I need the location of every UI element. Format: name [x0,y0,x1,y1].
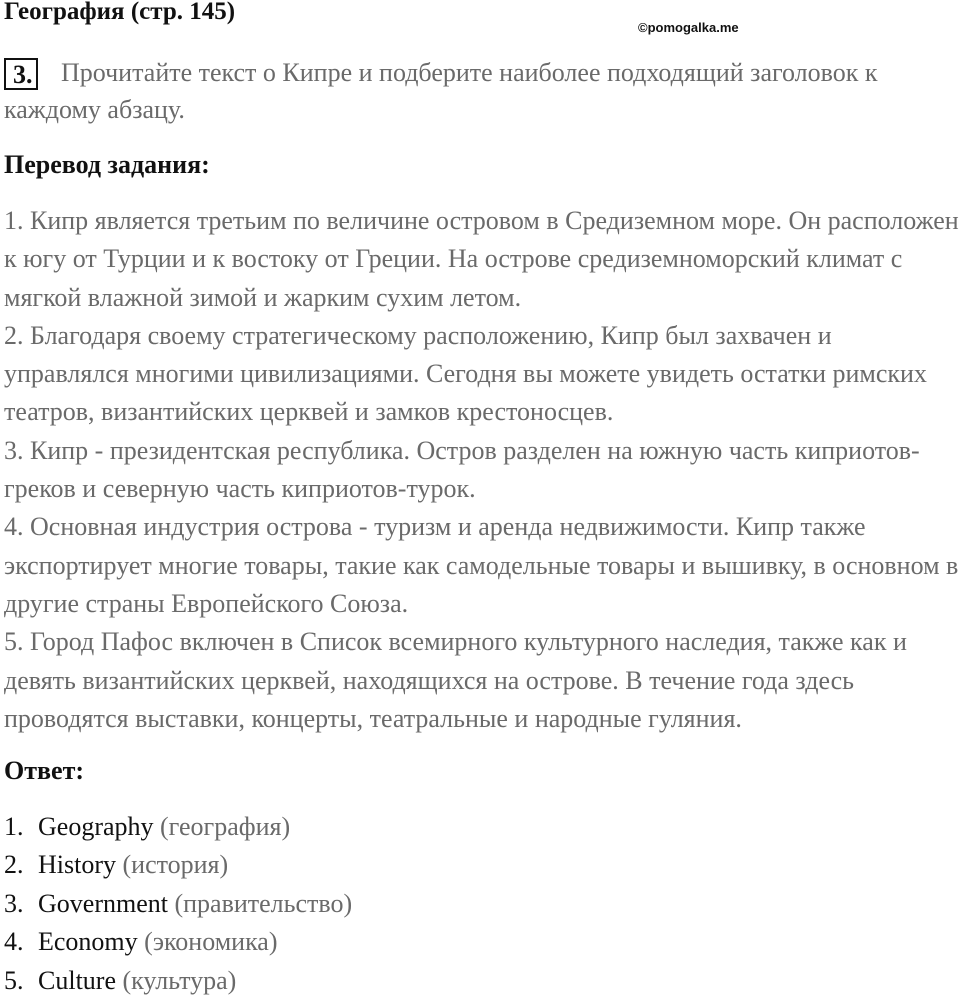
answer-english: History [38,850,116,880]
answer-russian: (правительство) [174,888,353,918]
task-instruction: Прочитайте текст о Кипре и подберите наиболее подходящий заголовок к каждому абзацу. [4,58,878,124]
answer-english: Government [38,888,168,918]
task-number-box: 3. [4,58,38,90]
answer-english: Culture [38,965,116,995]
answer-russian: (экономика) [144,927,278,957]
answer-english: Geography [38,812,154,841]
answer-russian: (культура) [122,965,237,995]
translation-paragraph-2: 2. Благодаря своему стратегическому расположению, Кипр был захвачен и управлялся многими цивилизациями. Сегодня вы можете увидеть остатки римских театров, византийских церквей и замков крестоносцев. [4,320,927,427]
answer-number: 1. [4,812,24,841]
watermark: ©pomogalka.me [638,20,739,35]
answer-item-2 [4,846,904,884]
answer-number: 3. [4,888,24,918]
translation-text [4,202,960,738]
answer-item-4 [4,923,904,961]
translation-paragraph-1: 1. Кипр является третьим по величине островом в Средиземном море. Он расположен к югу от Турции и к востоку от Греции. На острове средиземноморский климат с мягкой влажной зимой и жарким сухим летом. [4,206,959,312]
answer-number: 2. [4,850,24,880]
answer-russian: (география) [160,812,291,841]
translation-paragraph-5: 5. Город Пафос включен в Список всемирного культурного наследия, также как и девять византийских церквей, находящихся на острове. В течение года здесь проводятся выставки, концерты, театральные и народные гуляния. [4,627,907,733]
answer-item-3 [4,885,904,923]
task-block [4,54,958,128]
answer-number: 4. [4,927,24,957]
answer-russian: (история) [122,850,229,880]
translation-paragraph-4: 4. Основная индустрия острова - туризм и аренда недвижимости. Кипр также экспортирует многие товары, такие как самодельные товары и вышивку, в основном в другие страны Европейского Союза. [4,512,959,618]
answer-list [4,808,904,1000]
translation-heading: Перевод задания: [4,150,210,179]
answer-number: 5. [4,965,24,995]
page-title: География (стр. 145) [4,0,236,25]
answer-english: Economy [38,927,138,957]
answer-item-1 [4,808,904,846]
translation-paragraph-3: 3. Кипр - президентская республика. Остров разделен на южную часть киприотов-греков и северную часть киприотов-турок. [4,435,920,504]
answer-item-5 [4,962,904,1000]
answer-heading: Ответ: [4,756,85,785]
